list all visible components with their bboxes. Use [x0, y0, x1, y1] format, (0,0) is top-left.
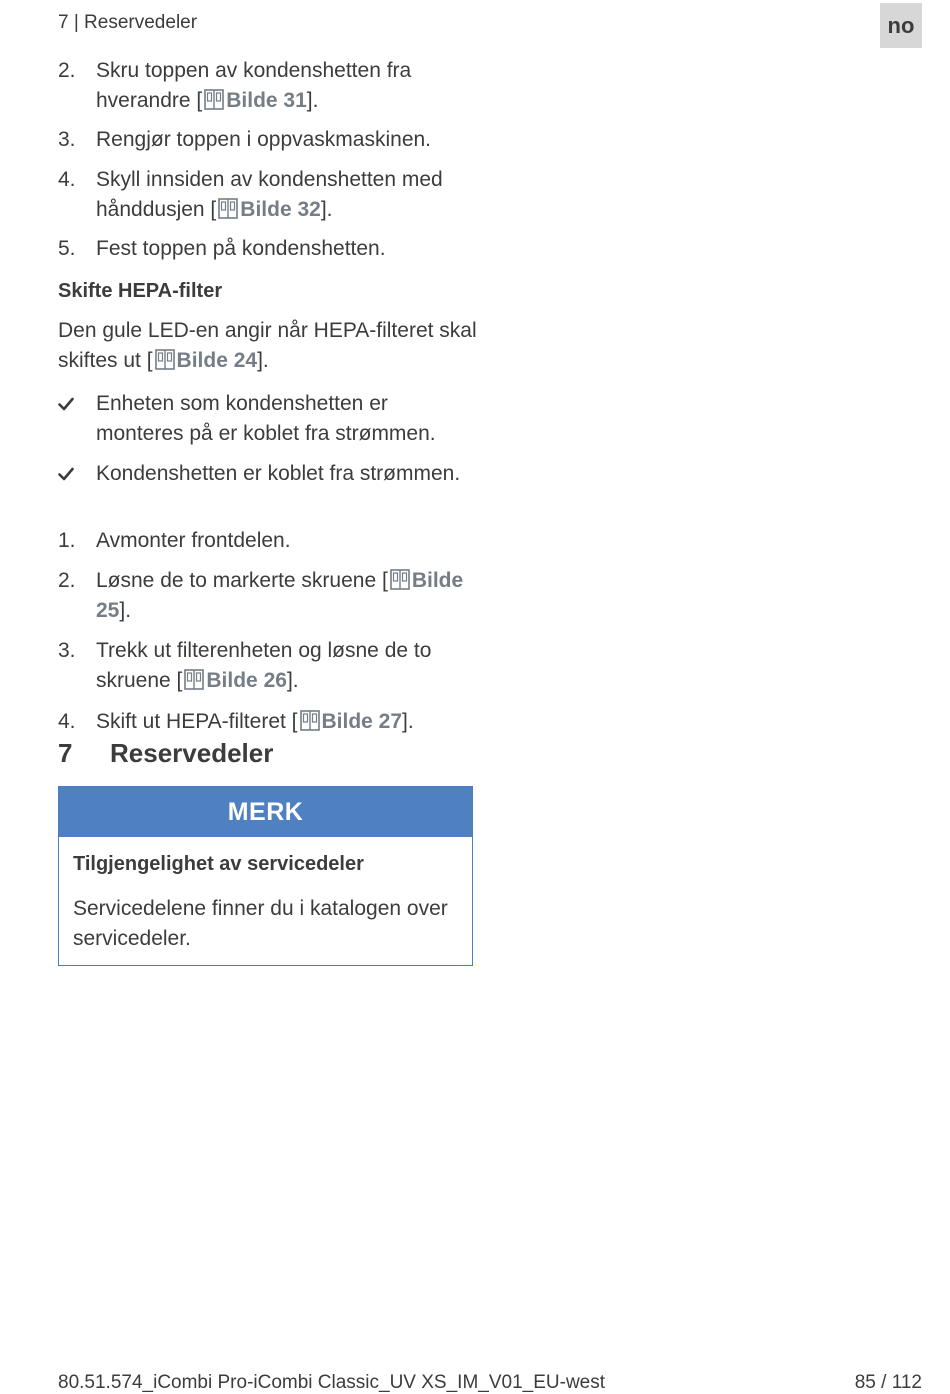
figure-icon [390, 569, 410, 590]
figure-link[interactable]: Bilde 31 [226, 89, 307, 112]
figure-icon [155, 349, 175, 370]
running-header: 7 | Reservedeler [58, 12, 198, 33]
step-text: Avmonter frontdelen. [96, 529, 291, 552]
intro-text-end: ]. [257, 349, 269, 372]
note-text: Servicedelene finner du i katalogen over servicedeler. [73, 897, 448, 950]
step-text-end: ]. [402, 710, 414, 733]
figure-link[interactable]: Bilde 24 [176, 349, 258, 372]
step-number: 3. [58, 128, 76, 151]
step-text-main: Trekk ut filterenheten og løsne de to skruene [ [96, 639, 432, 692]
step-text-end: ]. [119, 599, 132, 622]
step-text [96, 707, 481, 737]
step-text [96, 566, 481, 626]
step-text-main: Skift ut HEPA-filteret [ [96, 710, 298, 733]
step-text [96, 165, 481, 225]
figure-link[interactable]: Bilde 26 [206, 669, 287, 692]
step-text-end: ]. [306, 89, 319, 112]
step-number: 5. [58, 237, 76, 260]
step-text-main: Skru toppen av kondenshetten fra hverandre [ [96, 59, 412, 112]
figure-icon [218, 198, 238, 219]
step-text: Fest toppen på kondenshetten. [96, 237, 386, 260]
language-badge: no [880, 3, 922, 48]
step-number: 4. [58, 168, 76, 191]
step-text-end: ]. [320, 198, 333, 221]
checkmark-icon [58, 396, 74, 412]
step-number: 2. [58, 59, 76, 82]
step-number: 2. [58, 569, 76, 592]
section-number: 7 [58, 738, 73, 768]
checkmark-icon [58, 466, 74, 482]
figure-link[interactable]: Bilde 32 [240, 198, 321, 221]
note-label: MERK [59, 787, 472, 837]
note-title: Tilgjengelighet av servicedeler [73, 853, 364, 875]
section-title: Reservedeler [110, 738, 274, 768]
step-number: 1. [58, 529, 76, 552]
precondition-text: Kondenshetten er koblet fra strømmen. [96, 462, 461, 485]
figure-icon [300, 710, 320, 731]
footer-page-number: 85 / 112 [854, 1372, 922, 1393]
note-box [58, 786, 473, 966]
step-text-main: Skyll innsiden av kondenshetten med hånddusjen [ [96, 168, 443, 221]
step-text [96, 636, 481, 696]
intro-text: Den gule LED-en angir når HEPA-filteret skal skiftes ut [ [58, 319, 477, 372]
step-text-end: ]. [286, 669, 299, 692]
figure-icon [204, 89, 224, 110]
figure-icon [184, 669, 204, 690]
step-text: Rengjør toppen i oppvaskmaskinen. [96, 128, 432, 151]
step-text-main: Løsne de to markerte skruene [ [96, 569, 388, 592]
step-number: 4. [58, 710, 76, 733]
step-number: 3. [58, 639, 76, 662]
figure-link[interactable]: Bilde 27 [321, 710, 403, 733]
intro-paragraph [58, 316, 478, 376]
footer-doc-id: 80.51.574_iCombi Pro-iCombi Classic_UV XS_IM_V01_EU-west [58, 1372, 606, 1393]
step-text [96, 56, 481, 116]
subsection-heading: Skifte HEPA-filter [58, 280, 223, 302]
precondition-text: Enheten som kondenshetten er monteres på er koblet fra strømmen. [96, 392, 436, 445]
figure-link[interactable]: Bilde 25 [96, 569, 464, 622]
